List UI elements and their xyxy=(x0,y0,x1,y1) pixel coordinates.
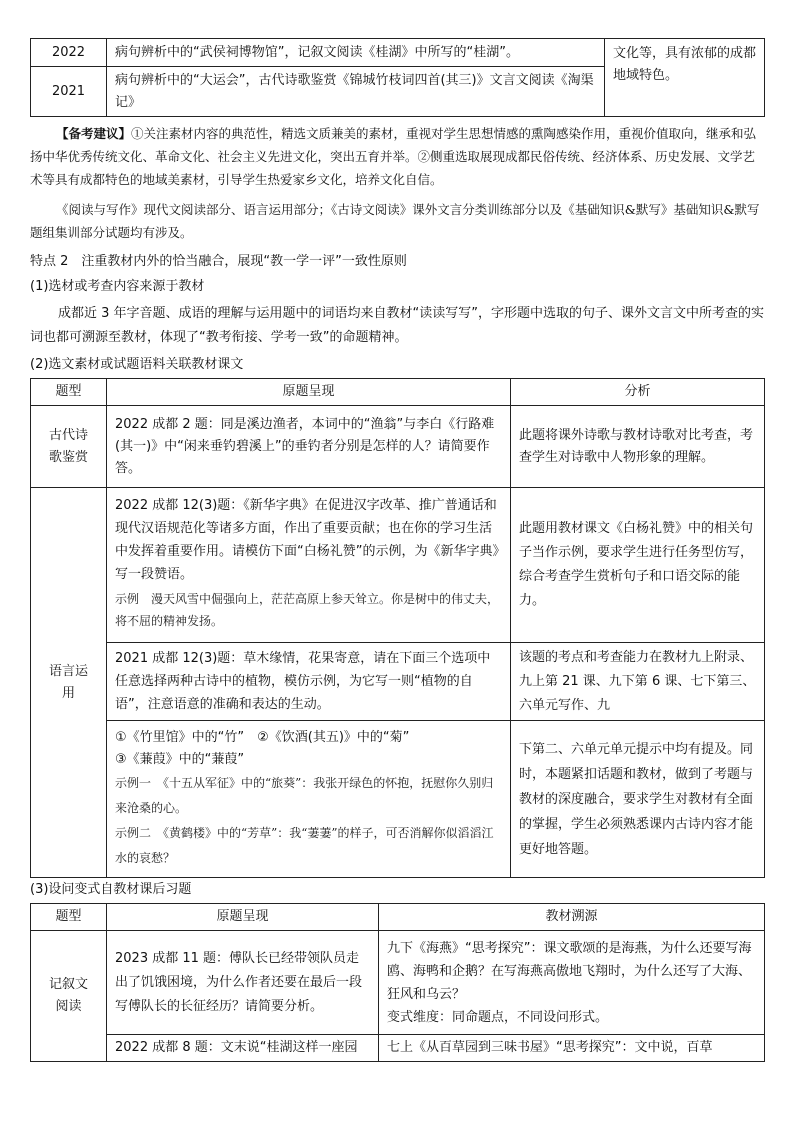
content-cell: 病句辨析中的“大运会”，古代诗歌鉴赏《锦城竹枝词四首(其三)》文言文阅读《淘渠记》 xyxy=(107,67,605,117)
question-cell: 2022 成都 8 题：文末说“桂湖这样一座园 xyxy=(107,1035,379,1062)
question-text: 2022 成都 12(3)题：《新华字典》在促进汉字改革、推广普通话和现代汉语规范化等诸多方面，作出了重要贡献；也在你的学习生活中发挥着重要作用。请模仿下面“白杨礼赞”的示例，为《新华字典》写一段赞语。 xyxy=(115,498,499,582)
options-line: ①《竹里馆》中的“竹” ②《饮酒(其五)》中的“菊” xyxy=(115,730,410,745)
question-cell: 2021 成都 12(3)题：草木缘情，花果寄意，请在下面三个选项中任意选择两种古诗中的植物，模仿示例，为它写一则“植物的自语”，注意语意的准确和表达的生动。 xyxy=(107,643,511,721)
header-question: 原题呈现 xyxy=(107,379,511,406)
example-text: 示例 漫天风雪中倔强向上，茫茫高原上参天耸立。你是树中的伟丈夫，将不屈的精神发扬。 xyxy=(115,592,500,628)
variant-text: 变式维度：同命题点，不同设问形式。 xyxy=(387,1009,609,1025)
advice-paragraph xyxy=(30,122,764,191)
year-cell: 2022 xyxy=(31,39,107,67)
header-source: 教材溯源 xyxy=(379,904,765,931)
example-text: 示例一 《十五从军征》中的“旅葵”：我张开绿色的怀抱，抚慰你久别归来沧桑的心。 xyxy=(115,776,494,815)
question-cell xyxy=(107,721,511,878)
analysis-cell: 此题用教材课文《白杨礼赞》中的相关句子当作示例，要求学生进行任务型仿写，综合考查学生赏析句子和口语交际的能力。 xyxy=(511,488,765,643)
type-cell: 古代诗歌鉴赏 xyxy=(31,406,107,488)
paragraph-1: 成都近 3 年字音题、成语的理解与运用题中的词语均来自教材“读读写写”，字形题中选取的句子、课外文言文中所考查的实词也都可溯源至教材，体现了“教考衔接、学考一致”的命题精神。 xyxy=(30,306,765,345)
analysis-cell: 下第二、六单元单元提示中均有提及。同时，本题紧扣话题和教材，做到了考题与教材的深度融合，要求学生对教材有全面的掌握，学生必须熟悉课内古诗内容才能更好地答题。 xyxy=(511,721,765,878)
advice-coverage: 《阅读与写作》现代文阅读部分、语言运用部分；《古诗文阅读》课外文言分类训练部分以及《基础知识&默写》基础知识&默写题组集训部分试题均有涉及。 xyxy=(30,202,760,240)
feature2-title: 特点 2 注重教材内外的恰当融合，展现“教一学一评”一致性原则 xyxy=(30,254,407,269)
header-analysis: 分析 xyxy=(511,379,765,406)
type-cell: 记叙文阅读 xyxy=(31,931,107,1062)
side-note-cell: 文化等，具有浓郁的成都地域特色。 xyxy=(605,39,765,117)
source-cell: 七上《从百草园到三味书屋》“思考探究”：文中说，百草 xyxy=(379,1035,765,1062)
header-question: 原题呈现 xyxy=(107,904,379,931)
content-cell: 病句辨析中的“武侯祠博物馆”，记叙文阅读《桂湖》中所写的“桂湖”。 xyxy=(107,39,605,67)
question-cell: 2022 成都 2 题：同是溪边渔者，本词中的“渔翁”与李白《行路难(其一)》中“闲来垂钓碧溪上”的垂钓者分别是怎样的人？请简要作答。 xyxy=(107,406,511,488)
header-type: 题型 xyxy=(31,904,107,931)
advice-text: ①关注素材内容的典范性，精选文质兼美的素材，重视对学生思想情感的熏陶感染作用，重视价值取向，继承和弘扬中华优秀传统文化、革命文化、社会主义先进文化，突出五育并举。②侧重选取展现成都民俗传统、经济体系、历史发展、文学艺术等具有成都特色的地域美素材，引导学生热爱家乡文化，培养文化自信。 xyxy=(30,126,757,187)
source-cell xyxy=(379,931,765,1035)
textbook-link-table xyxy=(30,378,765,878)
variant-table xyxy=(30,903,765,1062)
example-text: 示例二 《黄鹤楼》中的“芳草”：我“萋萋”的样子，可否消解你似滔滔江水的哀愁？ xyxy=(115,826,494,865)
sub-heading-2: (2)选文素材或试题语料关联教材课文 xyxy=(30,357,244,372)
sub-heading-3: (3)设问变式自教材课后习题 xyxy=(30,882,192,897)
analysis-cell: 该题的考点和考查能力在教材九上附录、九上第 21 课、九下第 6 课、七下第三、六单元写作、九 xyxy=(511,643,765,721)
sub-heading-1: (1)选材或考查内容来源于教材 xyxy=(30,279,205,294)
header-type: 题型 xyxy=(31,379,107,406)
year-cell: 2021 xyxy=(31,67,107,117)
question-cell: 2023 成都 11 题：傅队长已经带领队员走出了饥饿困境，为什么作者还要在最后一段写傅队长的长征经历？请简要分析。 xyxy=(107,931,379,1035)
options-line: ③《蒹葭》中的“蒹葭” xyxy=(115,752,245,767)
question-cell xyxy=(107,488,511,643)
source-text: 九下《海燕》“思考探究”：课文歌颂的是海燕，为什么还要写海鸥、海鸭和企鹅？在写海燕高傲地飞翔时，为什么还写了大海、狂风和乌云？ xyxy=(387,940,752,1002)
advice-label: 【备考建议】 xyxy=(56,126,132,141)
top-table xyxy=(30,38,765,117)
analysis-cell: 此题将课外诗歌与教材诗歌对比考查，考查学生对诗歌中人物形象的理解。 xyxy=(511,406,765,488)
type-cell: 语言运用 xyxy=(31,488,107,878)
